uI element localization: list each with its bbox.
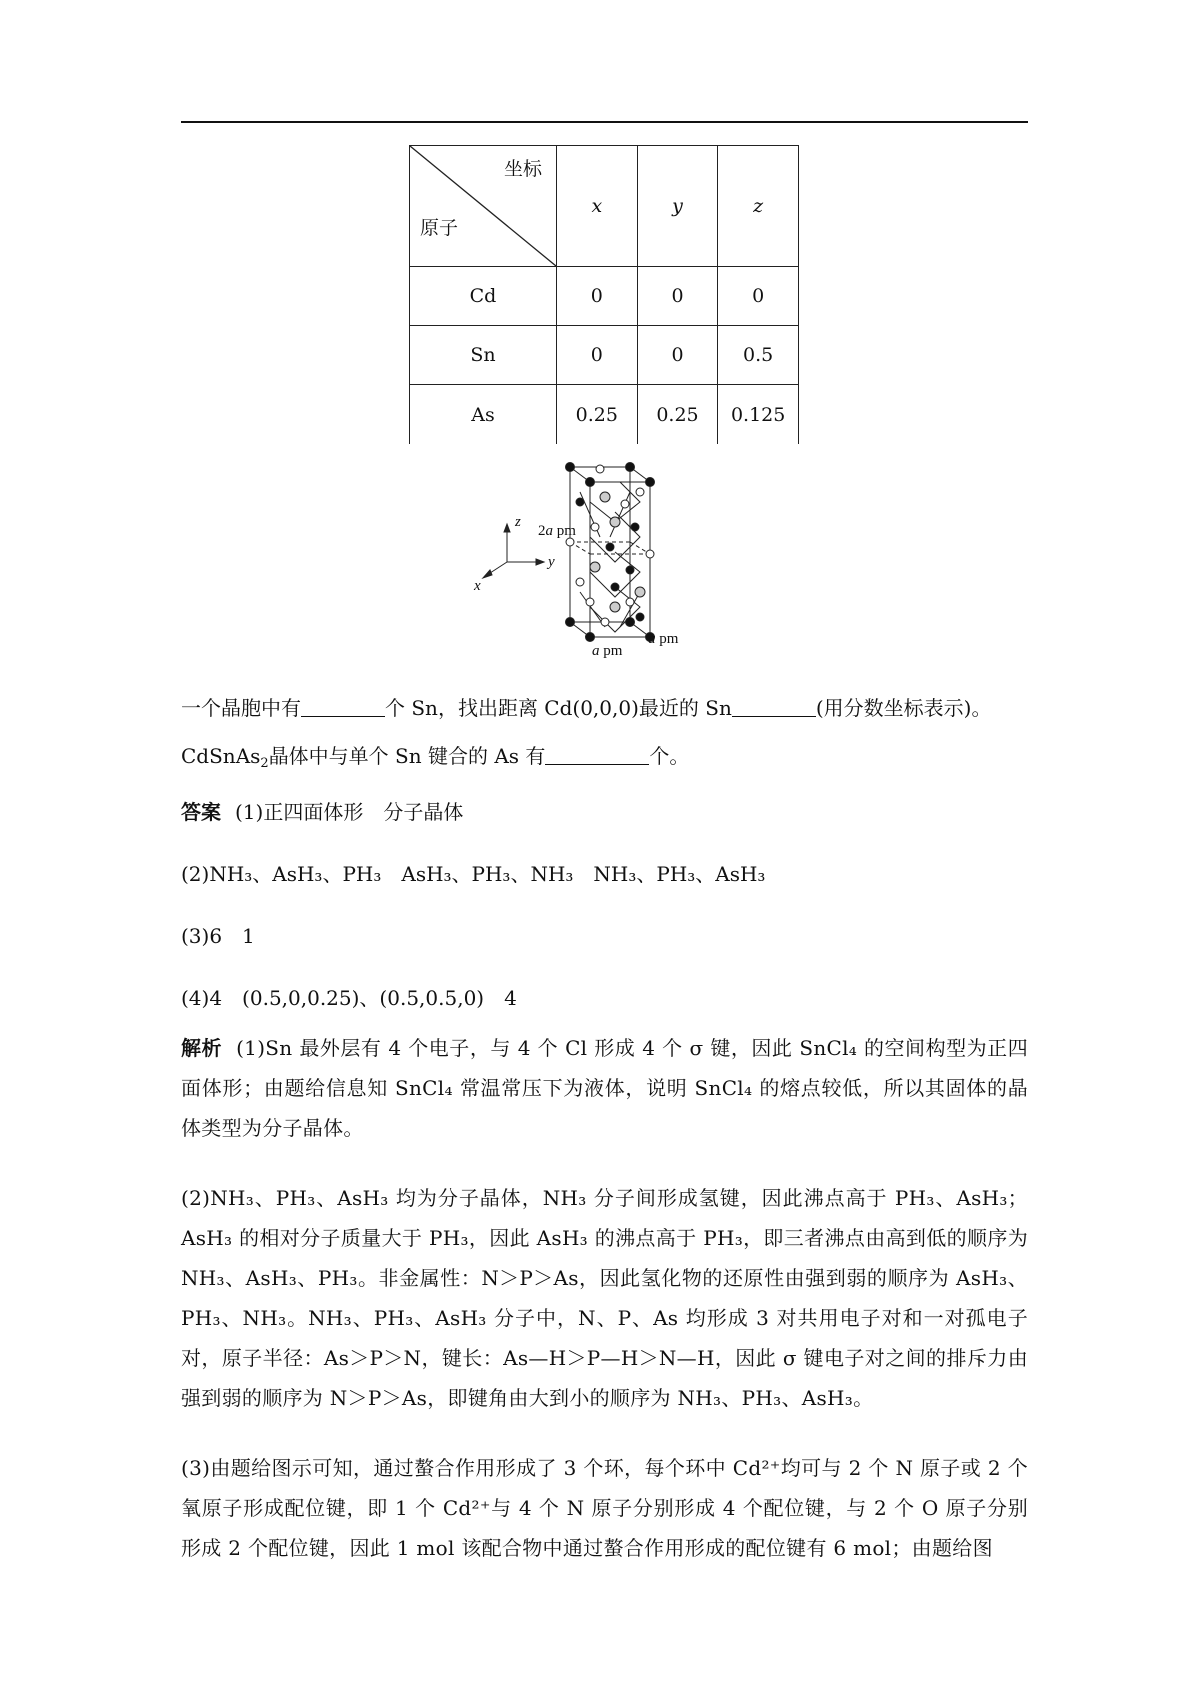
answer-line-1 <box>181 796 463 825</box>
question-text: CdSnAs <box>181 744 261 768</box>
atom-cell: Cd <box>410 267 557 326</box>
crystal-cell-figure <box>474 442 730 662</box>
z-cell: 0.125 <box>718 385 799 444</box>
table-corner-header <box>410 146 557 267</box>
atom-cell: Sn <box>410 326 557 385</box>
header-x: x <box>557 146 638 267</box>
question-line-2 <box>181 740 689 769</box>
table-row <box>410 326 799 385</box>
question-text: (用分数坐标表示)。 <box>815 696 992 720</box>
z-cell: 0 <box>718 267 799 326</box>
subscript: 2 <box>260 756 269 771</box>
atoms <box>566 463 655 642</box>
answer-blank[interactable] <box>545 746 649 765</box>
header-y: y <box>637 146 718 267</box>
x-cell: 0 <box>557 326 638 385</box>
axis-y-label: y <box>548 554 555 570</box>
y-cell: 0 <box>637 267 718 326</box>
analysis-paragraph-1 <box>181 1028 1028 1148</box>
answer-label: 答案 <box>181 800 221 824</box>
z-cell: 0.5 <box>718 326 799 385</box>
depth-label: a pm <box>648 631 679 647</box>
analysis-label: 解析 <box>181 1036 223 1060</box>
axis-x-label: x <box>474 578 481 594</box>
analysis-text: (1)Sn 最外层有 4 个电子，与 4 个 Cl 形成 4 个 σ 键，因此 SnCl₄ 的空间构型为正四面体形；由题给信息知 SnCl₄ 常温常压下为液体，说明 SnCl₄ 的熔点较低，所以其固体的晶体类型为分子晶体。 <box>181 1036 1028 1140</box>
answer-blank[interactable] <box>301 698 385 717</box>
question-text: 个。 <box>649 744 690 768</box>
answer-blank[interactable] <box>732 698 816 717</box>
answer-line-2: (2)NH₃、AsH₃、PH₃ AsH₃、PH₃、NH₃ NH₃、PH₃、AsH₃ <box>181 862 766 886</box>
corner-label-coordinate: 坐标 <box>503 158 542 180</box>
header-rule <box>181 121 1028 123</box>
question-line-1 <box>181 692 991 721</box>
question-text: 个 Sn，找出距离 Cd(0,0,0)最近的 Sn <box>385 696 732 720</box>
answer-line-4: (4)4 (0.5,0,0.25)、(0.5,0.5,0) 4 <box>181 986 517 1010</box>
x-cell: 0 <box>557 267 638 326</box>
coordinate-table <box>409 145 799 444</box>
table-row <box>410 385 799 444</box>
x-cell: 0.25 <box>557 385 638 444</box>
y-cell: 0.25 <box>637 385 718 444</box>
atom-cell: As <box>410 385 557 444</box>
corner-label-atom: 原子 <box>420 217 459 240</box>
answer-text: (1)正四面体形 分子晶体 <box>235 800 464 824</box>
axis-triad <box>483 524 544 578</box>
table-row <box>410 267 799 326</box>
answer-line-3: (3)6 1 <box>181 924 255 948</box>
axis-z-label: z <box>515 514 521 530</box>
question-text: 晶体中与单个 Sn 键合的 As 有 <box>268 744 546 768</box>
header-z: z <box>718 146 799 267</box>
question-text: 一个晶胞中有 <box>181 696 301 720</box>
y-cell: 0 <box>637 326 718 385</box>
analysis-paragraph-2: (2)NH₃、PH₃、AsH₃ 均为分子晶体，NH₃ 分子间形成氢键，因此沸点高于 PH₃、AsH₃；AsH₃ 的相对分子质量大于 PH₃，因此 AsH₃ 的沸点高于 PH₃，即三者沸点由高到低的顺序为 NH₃、AsH₃、PH₃。非金属性：N＞P＞As，因此氢化物的还原性由强到弱的顺序为 AsH₃、PH₃、NH₃。NH₃、PH₃、AsH₃ 分子中，N、P、As 均形成 3 对共用电子对和一对孤电子对，原子半径：As＞P＞N，键长：As—H＞P—H＞N—H，因此 σ 键电子对之间的排斥力由强到弱的顺序为 N＞P＞As，即键角由大到小的顺序为 NH₃、PH₃、AsH₃。 <box>181 1186 1028 1410</box>
analysis-paragraph-3: (3)由题给图示可知，通过螯合作用形成了 3 个环，每个环中 Cd²⁺均可与 2 个 N 原子或 2 个氧原子形成配位键，即 1 个 Cd²⁺与 4 个 N 原子分别形成 4 个配位键，与 2 个 O 原子分别形成 2 个配位键，因此 1 mol 该配合物中通过螯合作用形成的配位键有 6 mol；由题给图 <box>181 1456 1028 1560</box>
width-label: a pm <box>592 643 623 659</box>
height-label: 2a pm <box>538 523 576 539</box>
